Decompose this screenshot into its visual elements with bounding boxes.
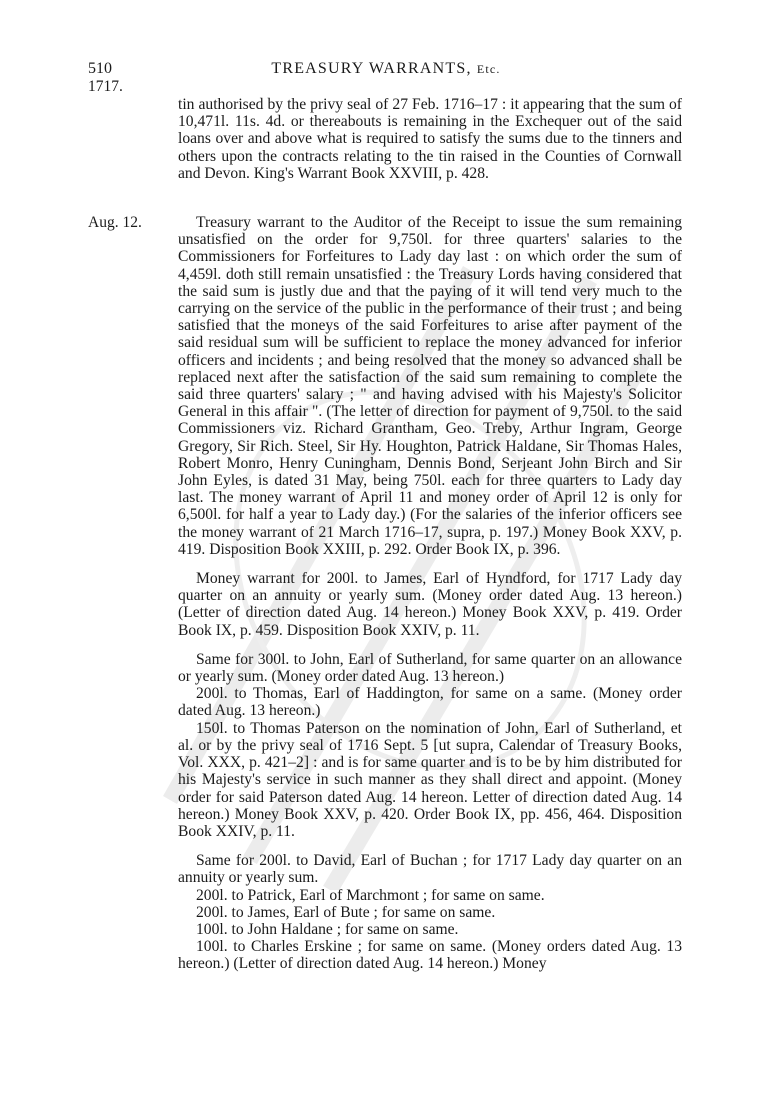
running-head-etc: Etc. — [476, 62, 501, 76]
paragraph-paterson: 150l. to Thomas Paterson on the nomination of John, Earl of Sutherland, et al. or by the privy seal of 1716 Sept. 5 [ut supra, Calendar of Treasury Books, Vol. XXX, p. 421–2] : and is for same quarter and is to be by him distributed for his Majesty's service in such manner as they shall direct and appoint. (Money order for said Paterson dated Aug. 14 hereon. Letter of direction dated Aug. 14 hereon.) Money Book XXV, p. 420. Order Book IX, pp. 456, 464. Disposition Book XXIV, p. 11. — [178, 719, 682, 840]
paragraph-sutherland: Same for 300l. to John, Earl of Sutherland, for same quarter on an allowance or yearly sum. (Money order dated Aug. 13 hereon.) — [178, 650, 682, 686]
paragraph-hyndford: Money warrant for 200l. to James, Earl of Hyndford, for 1717 Lady day quarter on an annuity or yearly sum. (Money order dated Aug. 13 hereon.) (Letter of direction dated Aug. 14 hereon.) Money Book XXV, p. 419. Order Book IX, p. 459. Disposition Book XXIV, p. 11. — [178, 570, 682, 639]
text-block-main — [178, 214, 682, 973]
paragraph-buchan: Same for 200l. to David, Earl of Buchan ; for 1717 Lady day quarter on an annuity or yearly sum. — [178, 852, 682, 887]
text-block-continuation — [178, 96, 682, 194]
paragraph-bute: 200l. to James, Earl of Bute ; for same on same. — [196, 903, 496, 921]
margin-date: Aug. 12. — [88, 214, 142, 231]
paragraph-haldane: 100l. to John Haldane ; for same on same. — [196, 920, 459, 938]
paragraph-continuation: tin authorised by the privy seal of 27 Feb. 1716–17 : it appearing that the sum of 10,471l. 11s. 4d. or thereabouts is remaining in the Exchequer out of the said loans over and above what is required to satisfy the sums due to the tinners and others upon the contracts relating to the tin raised in the Counties of Cornwall and Devon. King's Warrant Book XXVIII, p. 428. — [178, 96, 682, 182]
running-head — [0, 60, 772, 78]
paragraph-marchmont: 200l. to Patrick, Earl of Marchmont ; for same on same. — [196, 886, 545, 904]
running-head-title: TREASURY WARRANTS, — [271, 60, 477, 77]
margin-year: 1717. — [88, 78, 123, 95]
paragraph-haddington: 200l. to Thomas, Earl of Haddington, for same on a same. (Money order dated Aug. 13 hereon.) — [178, 685, 682, 720]
paragraph-forfeitures-warrant: Treasury warrant to the Auditor of the Receipt to issue the sum remaining unsatisfied on the order for 9,750l. for three quarters' salaries to the Commissioners for Forfeitures to Lady day last : on which order the sum of 4,459l. doth still remain unsatisfied : the Treasury Lords having considered that the said sum is justly due and that the paying of it will tend very much to the carrying on the service of the public in the performance of their trust ; and being satisfied that the moneys of the said Forfeitures to arise after payment of the said residual sum will be sufficient to replace the money advanced for inferior officers and incidents ; and being resolved that the money so advanced shall be replaced next after the satisfaction of the said sum remaining to complete the said three quarters' salary ; " and having advised with his Majesty's Solicitor General in this affair ". (The letter of direction for payment of 9,750l. to the said Commissioners viz. Richard Grantham, Geo. Treby, Arthur Ingram, George Gregory, Sir Rich. Steel, Sir Hy. Houghton, Patrick Haldane, Sir Thomas Hales, Robert Monro, Henry Cuningham, Dennis Bond, Serjeant John Birch and Sir John Eyles, is dated 31 May, being 750l. each for three quarters to Lady day last. The money warrant of April 11 and money order of April 12 is only for 6,500l. for half a year to Lady day.) (For the salaries of the inferior officers see the money warrant of 21 March 1716–17, supra, p. 197.) Money Book XXV, p. 419. Disposition Book XXIII, p. 292. Order Book IX, p. 396. — [178, 214, 682, 558]
page-number: 510 — [88, 60, 112, 77]
paragraph-erskine: 100l. to Charles Erskine ; for same on same. (Money orders dated Aug. 13 hereon.) (Letter of direction dated Aug. 14 hereon.) Money — [178, 938, 682, 973]
